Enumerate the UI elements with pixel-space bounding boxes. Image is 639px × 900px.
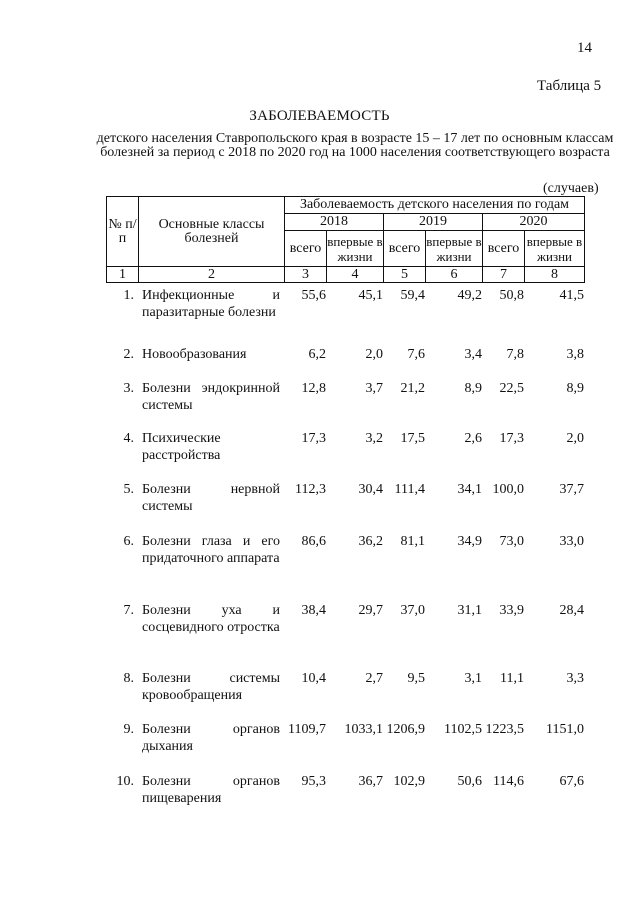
cell-total-2019: 111,4 xyxy=(394,482,425,497)
table-row xyxy=(106,721,584,773)
cell-first-2018: 36,2 xyxy=(358,534,383,549)
cell-first-2018: 3,7 xyxy=(365,381,383,396)
cell-first-2020: 2,0 xyxy=(566,431,584,446)
cell-total-2020: 17,3 xyxy=(499,431,524,446)
cell-first-2020: 28,4 xyxy=(559,603,584,618)
row-class-name: Болезни нервной системы xyxy=(142,482,280,514)
col-number: 7 xyxy=(483,267,525,283)
cell-first-2018: 2,0 xyxy=(365,347,383,362)
cell-total-2018: 112,3 xyxy=(295,482,326,497)
cell-total-2018: 55,6 xyxy=(301,288,326,303)
table-row xyxy=(106,287,584,346)
row-number: 9. xyxy=(123,722,134,737)
col-number: 3 xyxy=(285,267,327,283)
header-total: всего xyxy=(483,231,525,267)
header-first: впервые в жизни xyxy=(426,231,483,267)
cell-total-2018: 38,4 xyxy=(301,603,326,618)
cell-total-2020: 22,5 xyxy=(499,381,524,396)
col-number: 2 xyxy=(139,267,285,283)
cell-first-2019: 3,4 xyxy=(464,347,482,362)
table-row xyxy=(106,670,584,721)
row-number: 5. xyxy=(123,482,134,497)
col-number: 5 xyxy=(384,267,426,283)
cell-first-2019: 1102,5 xyxy=(444,722,482,737)
cell-total-2020: 1223,5 xyxy=(485,722,524,737)
cell-total-2019: 59,4 xyxy=(400,288,425,303)
cell-total-2020: 114,6 xyxy=(493,774,524,789)
cell-first-2019: 31,1 xyxy=(457,603,482,618)
cell-first-2018: 30,4 xyxy=(358,482,383,497)
table-body xyxy=(106,287,584,813)
header-total: всего xyxy=(285,231,327,267)
cell-first-2020: 8,9 xyxy=(566,381,584,396)
row-class-name: Болезни органов дыхания xyxy=(142,722,280,754)
col-number: 1 xyxy=(107,267,139,283)
cell-total-2019: 37,0 xyxy=(400,603,425,618)
cell-total-2018: 86,6 xyxy=(301,534,326,549)
row-number: 8. xyxy=(123,671,134,686)
cell-total-2020: 33,9 xyxy=(499,603,524,618)
cell-first-2020: 37,7 xyxy=(559,482,584,497)
col-number: 6 xyxy=(426,267,483,283)
cell-first-2019: 2,6 xyxy=(464,431,482,446)
table-header xyxy=(106,196,585,283)
header-year-2019: 2019 xyxy=(384,214,483,231)
cell-first-2020: 1151,0 xyxy=(546,722,584,737)
row-number: 7. xyxy=(123,603,134,618)
table-row xyxy=(106,346,584,380)
row-class-name: Болезни органов пищеварения xyxy=(142,774,280,806)
cell-total-2018: 17,3 xyxy=(301,431,326,446)
cell-total-2019: 17,5 xyxy=(400,431,425,446)
cell-first-2019: 49,2 xyxy=(457,288,482,303)
cell-total-2019: 21,2 xyxy=(400,381,425,396)
cell-total-2018: 1109,7 xyxy=(288,722,326,737)
row-class-name: Инфекционные и паразитарные болезни xyxy=(142,288,280,320)
header-classes: Основные классы болезней xyxy=(139,197,285,267)
cell-first-2019: 34,9 xyxy=(457,534,482,549)
units-label: (случаев) xyxy=(543,181,599,196)
header-total: всего xyxy=(384,231,426,267)
page-number: 14 xyxy=(577,40,592,56)
row-number: 4. xyxy=(123,431,134,446)
col-number: 8 xyxy=(525,267,585,283)
row-class-name: Психические расстройства xyxy=(142,431,221,463)
cell-total-2019: 81,1 xyxy=(400,534,425,549)
document-subtitle: детского населения Ставропольского края в возрасте 15 – 17 лет по основным классам болезней за период с 2018 по 2020 год на 1000 населения соответствующего возраста xyxy=(96,131,614,160)
table-row xyxy=(106,533,584,602)
cell-first-2019: 3,1 xyxy=(464,671,482,686)
header-year-2020: 2020 xyxy=(483,214,585,231)
cell-first-2019: 50,6 xyxy=(457,774,482,789)
cell-first-2018: 3,2 xyxy=(365,431,383,446)
cell-total-2020: 50,8 xyxy=(499,288,524,303)
cell-total-2020: 7,8 xyxy=(506,347,524,362)
document-title: ЗАБОЛЕВАЕМОСТЬ xyxy=(249,108,390,124)
cell-total-2018: 10,4 xyxy=(301,671,326,686)
row-class-name: Болезни системы кровообращения xyxy=(142,671,280,703)
table-row xyxy=(106,380,584,430)
cell-total-2020: 73,0 xyxy=(499,534,524,549)
cell-first-2020: 33,0 xyxy=(559,534,584,549)
row-number: 10. xyxy=(116,774,134,789)
cell-total-2019: 9,5 xyxy=(407,671,425,686)
cell-first-2020: 3,3 xyxy=(566,671,584,686)
cell-first-2020: 67,6 xyxy=(559,774,584,789)
row-number: 1. xyxy=(123,288,134,303)
cell-first-2019: 8,9 xyxy=(464,381,482,396)
header-group: Заболеваемость детского населения по годам xyxy=(285,197,585,214)
row-class-name: Болезни глаза и его придаточного аппарата xyxy=(142,534,280,566)
header-first: впервые в жизни xyxy=(327,231,384,267)
cell-total-2018: 95,3 xyxy=(301,774,326,789)
header-first: впервые в жизни xyxy=(525,231,585,267)
cell-total-2019: 1206,9 xyxy=(386,722,425,737)
row-class-name: Болезни эндокринной системы xyxy=(142,381,280,413)
cell-total-2019: 102,9 xyxy=(393,774,425,789)
table-row xyxy=(106,773,584,813)
row-number: 2. xyxy=(123,347,134,362)
cell-first-2018: 29,7 xyxy=(358,603,383,618)
cell-first-2019: 34,1 xyxy=(457,482,482,497)
table-row xyxy=(106,430,584,481)
row-class-name: Новообразования xyxy=(142,347,247,362)
table-row xyxy=(106,602,584,670)
header-num: № п/п xyxy=(107,197,139,267)
row-number: 3. xyxy=(123,381,134,396)
table-row xyxy=(106,481,584,533)
row-number: 6. xyxy=(123,534,134,549)
col-number: 4 xyxy=(327,267,384,283)
cell-total-2020: 100,0 xyxy=(492,482,524,497)
cell-total-2018: 12,8 xyxy=(301,381,326,396)
cell-total-2019: 7,6 xyxy=(407,347,425,362)
cell-total-2018: 6,2 xyxy=(308,347,326,362)
cell-total-2020: 11,1 xyxy=(500,671,524,686)
table-label: Таблица 5 xyxy=(537,78,602,94)
cell-first-2020: 3,8 xyxy=(566,347,584,362)
header-year-2018: 2018 xyxy=(285,214,384,231)
cell-first-2018: 36,7 xyxy=(358,774,383,789)
cell-first-2018: 1033,1 xyxy=(344,722,383,737)
cell-first-2018: 2,7 xyxy=(365,671,383,686)
cell-first-2018: 45,1 xyxy=(358,288,383,303)
row-class-name: Болезни уха и сосцевидного отростка xyxy=(142,603,280,635)
cell-first-2020: 41,5 xyxy=(559,288,584,303)
